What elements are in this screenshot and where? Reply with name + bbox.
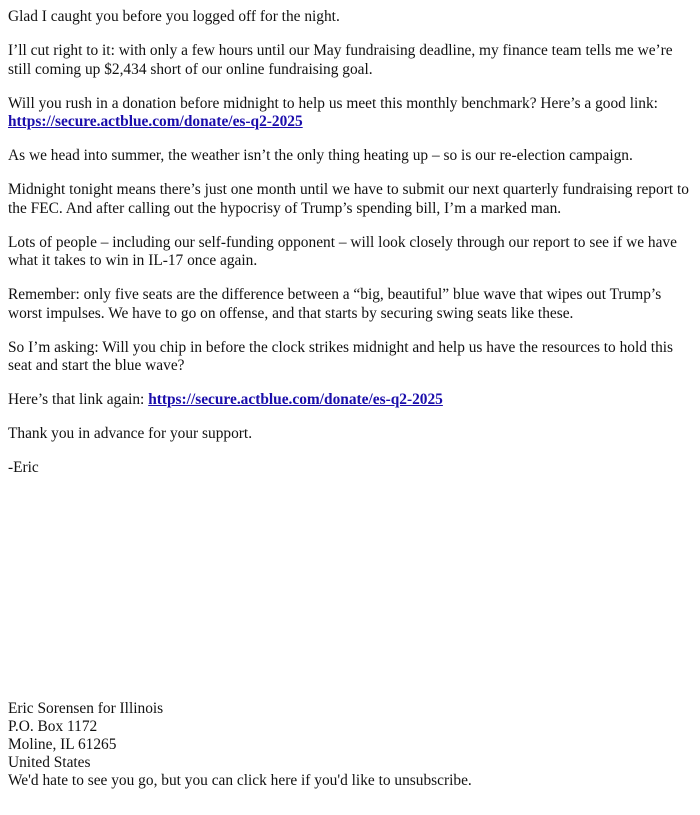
email-footer [8,700,692,790]
donation-request-paragraph [8,95,692,132]
thank-you-paragraph: Thank you in advance for your support. [8,425,253,442]
ask-paragraph: So I’m asking: Will you chip in before the clock strikes midnight and help us have the resources to hold this seat and start the blue wave? [8,338,674,374]
signoff: -Eric [8,459,39,476]
footer-org-name: Eric Sorensen for Illinois [8,700,164,717]
donate-link-again[interactable]: https://secure.actblue.com/donate/es-q2-2025 [148,391,443,408]
footer-address-line-2: Moline, IL 61265 [8,736,117,753]
donation-request-text: Will you rush in a donation before midnight to help us meet this monthly benchmark? Here’s a good link: [8,94,658,112]
deadline-paragraph: I’ll cut right to it: with only a few hours until our May fundraising deadline, my finance team tells me we’re still coming up $2,434 short of our online fundraising goal. [8,42,673,78]
fec-report-paragraph: Midnight tonight means there’s just one month until we have to submit our next quarterly fundraising report to the FEC. And after calling out the hypocrisy of Trump’s spending bill, I’m a marked man. [8,181,689,217]
link-again-text: Here’s that link again: [8,391,149,408]
summer-paragraph: As we head into summer, the weather isn’t the only thing heating up – so is our re-election campaign. [8,147,633,164]
donate-link[interactable]: https://secure.actblue.com/donate/es-q2-2025 [8,113,303,130]
unsubscribe-text[interactable]: We'd hate to see you go, but you can click here if you'd like to unsubscribe. [8,772,472,789]
greeting-paragraph: Glad I caught you before you logged off for the night. [8,8,340,25]
footer-country: United States [8,754,91,771]
footer-address-line-1: P.O. Box 1172 [8,718,98,735]
blue-wave-paragraph: Remember: only five seats are the difference between a “big, beautiful” blue wave that wipes out Trump’s worst impulses. We have to go on offense, and that starts by securing swing seats like these. [8,286,662,322]
link-again-paragraph [8,391,692,410]
email-body [8,8,692,493]
opponent-paragraph: Lots of people – including our self-funding opponent – will look closely through our report to see if we have what it takes to win in IL-17 once again. [8,233,677,269]
